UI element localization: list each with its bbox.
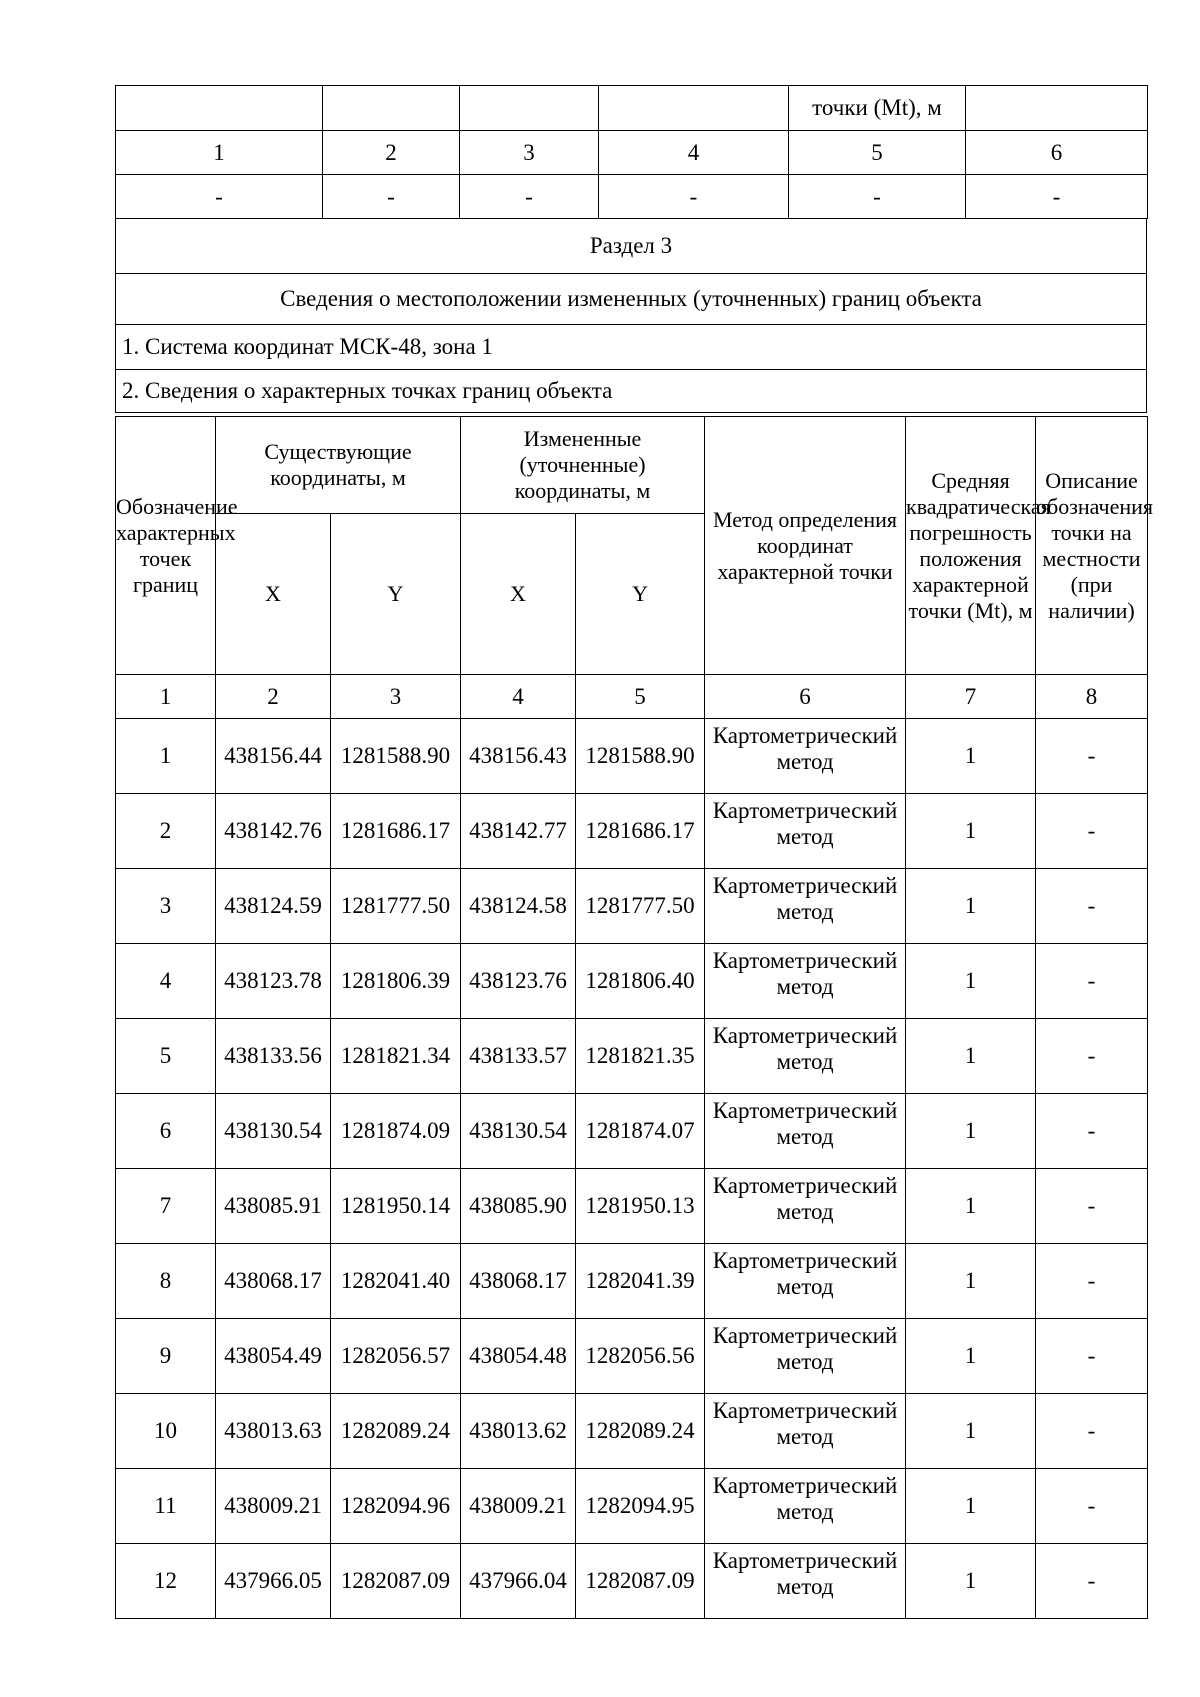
changed-x: 438133.57 — [461, 1019, 576, 1094]
changed-y: 1281821.35 — [576, 1019, 705, 1094]
changed-x: 438085.90 — [461, 1169, 576, 1244]
description: - — [1036, 1469, 1148, 1544]
description: - — [1036, 1394, 1148, 1469]
description: - — [1036, 1244, 1148, 1319]
table-cell — [460, 86, 599, 131]
column-number: 3 — [331, 675, 461, 719]
changed-y: 1281874.07 — [576, 1094, 705, 1169]
table-cell — [323, 86, 460, 131]
header-error: Средняя квадратическая погрешность положения характерной точки (Mt), м — [906, 417, 1036, 675]
column-number: 3 — [460, 131, 599, 175]
column-number: 5 — [576, 675, 705, 719]
error-value: 1 — [906, 1019, 1036, 1094]
existing-x: 438013.63 — [216, 1394, 331, 1469]
header-designation: Обозначение характерных точек границ — [116, 417, 216, 675]
changed-x: 438124.58 — [461, 869, 576, 944]
header-existing-x: X — [216, 514, 331, 675]
error-value: 1 — [906, 1394, 1036, 1469]
column-number: 2 — [216, 675, 331, 719]
error-value: 1 — [906, 1469, 1036, 1544]
changed-y: 1281777.50 — [576, 869, 705, 944]
table-row — [116, 1169, 1148, 1244]
changed-x: 437966.04 — [461, 1544, 576, 1619]
method: Картометрический метод — [705, 1019, 906, 1094]
method: Картометрический метод — [705, 1169, 906, 1244]
description: - — [1036, 1544, 1148, 1619]
header-changed-x: X — [461, 514, 576, 675]
table-row — [116, 274, 1147, 325]
column-numbers-row — [116, 675, 1148, 719]
point-number: 3 — [116, 869, 216, 944]
table-row — [116, 175, 1148, 219]
column-number: 4 — [461, 675, 576, 719]
existing-y: 1281806.39 — [331, 944, 461, 1019]
method: Картометрический метод — [705, 1469, 906, 1544]
table-row — [116, 794, 1148, 869]
column-number: 2 — [323, 131, 460, 175]
error-value: 1 — [906, 794, 1036, 869]
changed-x: 438130.54 — [461, 1094, 576, 1169]
existing-y: 1281821.34 — [331, 1019, 461, 1094]
point-number: 1 — [116, 719, 216, 794]
section-title: Раздел 3 — [116, 219, 1147, 274]
table-cell: - — [460, 175, 599, 219]
table-row — [116, 944, 1148, 1019]
existing-x: 438054.49 — [216, 1319, 331, 1394]
table-row — [116, 1544, 1148, 1619]
point-number: 9 — [116, 1319, 216, 1394]
method: Картометрический метод — [705, 719, 906, 794]
existing-x: 438085.91 — [216, 1169, 331, 1244]
column-number: 6 — [705, 675, 906, 719]
table-row — [116, 86, 1148, 131]
header-method: Метод определения координат характерной точки — [705, 417, 906, 675]
header-row — [116, 417, 1148, 514]
existing-y: 1282056.57 — [331, 1319, 461, 1394]
column-number: 6 — [966, 131, 1148, 175]
description: - — [1036, 1094, 1148, 1169]
error-value: 1 — [906, 869, 1036, 944]
header-description: Описание обозначения точки на местности (при наличии) — [1036, 417, 1148, 675]
changed-y: 1282041.39 — [576, 1244, 705, 1319]
changed-y: 1282089.24 — [576, 1394, 705, 1469]
table-cell: - — [116, 175, 323, 219]
column-number: 7 — [906, 675, 1036, 719]
method: Картометрический метод — [705, 1394, 906, 1469]
error-value: 1 — [906, 1319, 1036, 1394]
continuation-table — [115, 85, 1148, 219]
changed-x: 438054.48 — [461, 1319, 576, 1394]
existing-x: 438133.56 — [216, 1019, 331, 1094]
changed-y: 1281686.17 — [576, 794, 705, 869]
column-number: 8 — [1036, 675, 1148, 719]
column-number: 4 — [599, 131, 789, 175]
description: - — [1036, 719, 1148, 794]
table-row — [116, 869, 1148, 944]
description: - — [1036, 794, 1148, 869]
table-cell: - — [789, 175, 966, 219]
table-row — [116, 1019, 1148, 1094]
point-number: 5 — [116, 1019, 216, 1094]
description: - — [1036, 1169, 1148, 1244]
table-row — [116, 1319, 1148, 1394]
method: Картометрический метод — [705, 1319, 906, 1394]
changed-x: 438068.17 — [461, 1244, 576, 1319]
method: Картометрический метод — [705, 794, 906, 869]
column-number: 1 — [116, 131, 323, 175]
table-cell — [116, 86, 323, 131]
error-value: 1 — [906, 1094, 1036, 1169]
method: Картометрический метод — [705, 944, 906, 1019]
existing-y: 1281686.17 — [331, 794, 461, 869]
section-header-table — [115, 218, 1147, 413]
existing-x: 437966.05 — [216, 1544, 331, 1619]
table-row — [116, 370, 1147, 413]
description: - — [1036, 869, 1148, 944]
header-existing-y: Y — [331, 514, 461, 675]
existing-x: 438068.17 — [216, 1244, 331, 1319]
table-cell: точки (Mt), м — [789, 86, 966, 131]
point-number: 7 — [116, 1169, 216, 1244]
points-info-heading: 2. Сведения о характерных точках границ объекта — [116, 370, 1147, 413]
header-changed-y: Y — [576, 514, 705, 675]
existing-x: 438123.78 — [216, 944, 331, 1019]
error-value: 1 — [906, 1244, 1036, 1319]
existing-x: 438124.59 — [216, 869, 331, 944]
existing-y: 1282087.09 — [331, 1544, 461, 1619]
table-row — [116, 325, 1147, 370]
error-value: 1 — [906, 1169, 1036, 1244]
coordinates-table — [115, 416, 1154, 1619]
existing-x: 438142.76 — [216, 794, 331, 869]
existing-y: 1281588.90 — [331, 719, 461, 794]
description: - — [1036, 1319, 1148, 1394]
point-number: 12 — [116, 1544, 216, 1619]
point-number: 4 — [116, 944, 216, 1019]
changed-y: 1281806.40 — [576, 944, 705, 1019]
changed-y: 1282056.56 — [576, 1319, 705, 1394]
method: Картометрический метод — [705, 1544, 906, 1619]
coordinates-table-body — [116, 719, 1148, 1619]
table-cell: - — [599, 175, 789, 219]
header-changed-coordinates: Измененные (уточненные) координаты, м — [461, 417, 705, 514]
changed-x: 438123.76 — [461, 944, 576, 1019]
existing-y: 1282041.40 — [331, 1244, 461, 1319]
error-value: 1 — [906, 1544, 1036, 1619]
header-existing-coordinates: Существующие координаты, м — [216, 417, 461, 514]
method: Картометрический метод — [705, 1244, 906, 1319]
changed-y: 1282094.95 — [576, 1469, 705, 1544]
table-cell: - — [323, 175, 460, 219]
table-row — [116, 1094, 1148, 1169]
existing-y: 1282089.24 — [331, 1394, 461, 1469]
existing-y: 1282094.96 — [331, 1469, 461, 1544]
changed-x: 438013.62 — [461, 1394, 576, 1469]
existing-y: 1281777.50 — [331, 869, 461, 944]
changed-y: 1282087.09 — [576, 1544, 705, 1619]
changed-y: 1281588.90 — [576, 719, 705, 794]
method: Картометрический метод — [705, 1094, 906, 1169]
existing-x: 438130.54 — [216, 1094, 331, 1169]
column-number: 1 — [116, 675, 216, 719]
existing-x: 438156.44 — [216, 719, 331, 794]
description: - — [1036, 944, 1148, 1019]
existing-x: 438009.21 — [216, 1469, 331, 1544]
existing-y: 1281950.14 — [331, 1169, 461, 1244]
table-cell — [599, 86, 789, 131]
point-number: 6 — [116, 1094, 216, 1169]
table-row — [116, 1469, 1148, 1544]
column-number: 5 — [789, 131, 966, 175]
point-number: 2 — [116, 794, 216, 869]
table-cell — [966, 86, 1148, 131]
point-number: 10 — [116, 1394, 216, 1469]
table-row — [116, 131, 1148, 175]
error-value: 1 — [906, 719, 1036, 794]
table-cell: - — [966, 175, 1148, 219]
error-value: 1 — [906, 944, 1036, 1019]
point-number: 8 — [116, 1244, 216, 1319]
description: - — [1036, 1019, 1148, 1094]
point-number: 11 — [116, 1469, 216, 1544]
changed-x: 438156.43 — [461, 719, 576, 794]
method: Картометрический метод — [705, 869, 906, 944]
changed-x: 438142.77 — [461, 794, 576, 869]
table-row — [116, 1244, 1148, 1319]
section-subtitle: Сведения о местоположении измененных (уточненных) границ объекта — [116, 274, 1147, 325]
table-row — [116, 1394, 1148, 1469]
coordinate-system: 1. Система координат МСК-48, зона 1 — [116, 325, 1147, 370]
table-row — [116, 719, 1148, 794]
existing-y: 1281874.09 — [331, 1094, 461, 1169]
changed-y: 1281950.13 — [576, 1169, 705, 1244]
changed-x: 438009.21 — [461, 1469, 576, 1544]
table-row — [116, 219, 1147, 274]
